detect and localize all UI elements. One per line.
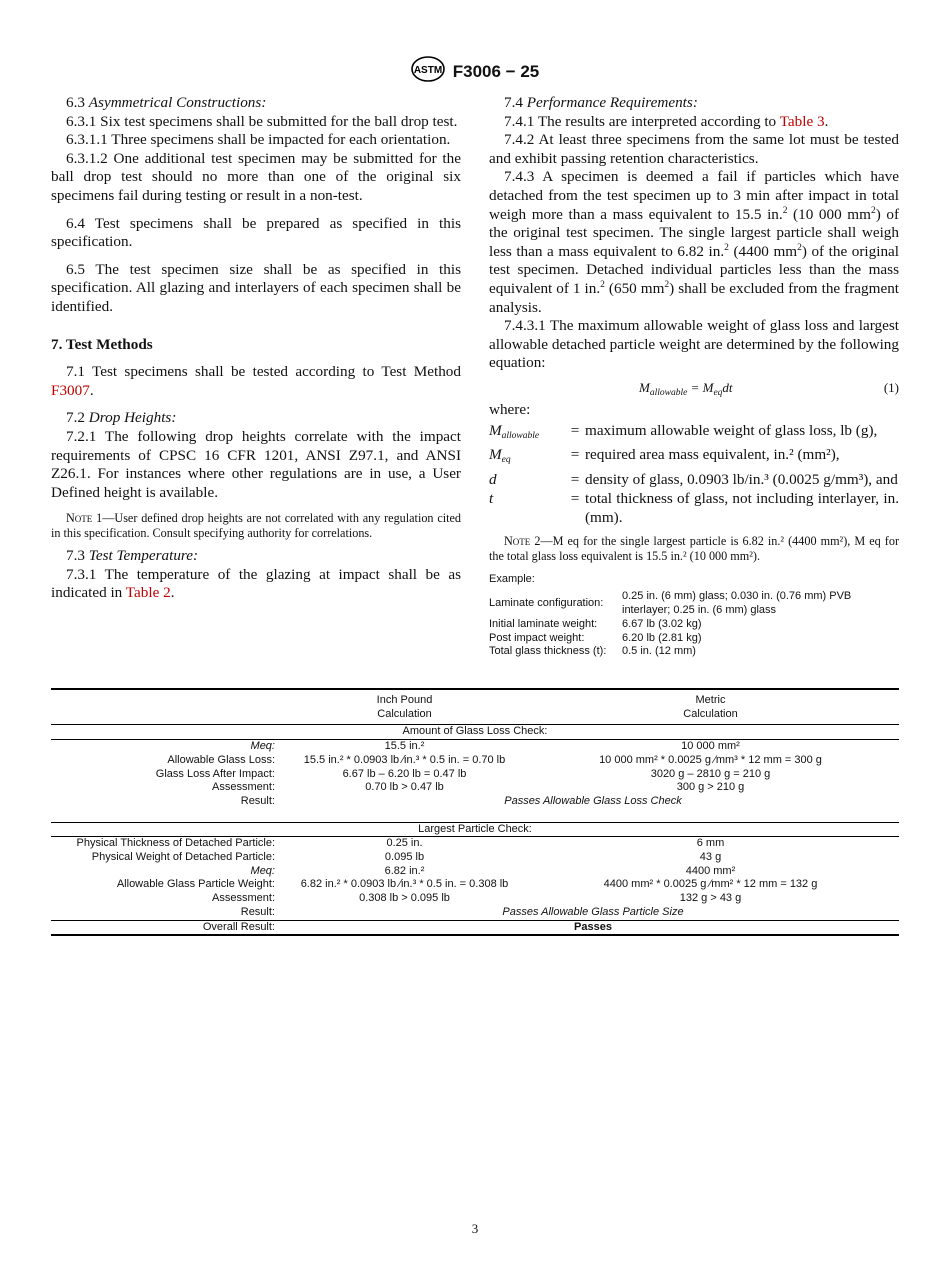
table-row: Glass Loss After Impact: 6.67 lb – 6.20 lb = 0.47 lb 3020 g – 2810 g = 210 g <box>155 767 771 780</box>
table-row: Meq: 15.5 in.² 10 000 mm² <box>250 740 740 753</box>
section-7-4-heading: 7.4 Performance Requirements: <box>504 94 698 111</box>
variable-definitions: $M_{allowable}$ = maximum allowable weight of glass loss, lb (g), $M_{eq}$ = required area mass equivalent, in.² (mm²), d = density of glass, 0.0903 lb/in.³ (0.0025 g/mm³), and t = total thickness of glass, not including interlayer, in. (mm). <box>489 421 899 526</box>
result-row: Result: Passes Allowable Glass Loss Check <box>240 794 682 807</box>
note-1: Note 1—User defined drop heights are not correlated with any regulation cited in this specification. Consult specifying authority for correlations. <box>51 511 462 541</box>
table-row: Allowable Glass Particle Weight: 6.82 in.² * 0.0903 lb ⁄in.³ * 0.5 in. = 0.308 lb 4400 mm² * 0.0025 g ⁄mm² * 12 mm = 132 g <box>116 878 818 891</box>
astm-logo-icon <box>411 56 445 87</box>
para-6-3-1: 6.3.1 Six test specimens shall be submitted for the ball drop test. <box>66 112 458 130</box>
table-row: Physical Weight of Detached Particle: 0.095 lb 43 g <box>91 851 722 864</box>
table-row: Assessment: 0.308 lb > 0.095 lb 132 g > 43 g <box>212 892 742 905</box>
para-7-4-3: 7.4.3 A specimen is deemed a fail if particles which have detached from the test specimen up to 3 min after impact in total weigh more than a mass equivalent to 15.5 in.$^2$ (10 000 $mm^2$) of the original test specimen. The single largest particle shall weigh less than a mass equivalent to 6.82 in.$^2$ (4400 $mm^2$) of the original test specimen. Detached individual particles less than the mass equivalent of 1 in.$^2$ (650 $mm^2$) shall be excluded from the fragment analysis. <box>489 168 900 316</box>
para-7-2-1: 7.2.1 The following drop heights correlate with the impact requirements of CPSC 16 CFR 1201, ANSI Z97.1, and ANSI Z26.1. For instances where other regulations are in use, a User Defined height is available. <box>51 427 461 501</box>
section-6-3-heading: 6.3 Asymmetrical Constructions: <box>66 94 267 111</box>
where-label: where: <box>489 400 531 418</box>
overall-result-row: Overall Result: Passes <box>51 920 899 935</box>
example-label: Example: <box>489 573 535 586</box>
standard-code: F3006 − 25 <box>452 61 540 81</box>
para-7-4-3-1: 7.4.3.1 The maximum allowable weight of glass loss and largest allowable detached particle weight are determined by the following equation: <box>489 317 899 372</box>
table-row: Meq: 6.82 in.² 4400 mm² <box>250 864 736 877</box>
section-7-2-heading: 7.2 Drop Heights: <box>66 409 177 427</box>
section-7-heading: 7. Test Methods <box>51 335 153 353</box>
calculation-table <box>51 688 899 936</box>
para-7-1: 7.1 Test specimens shall be tested according to Test Method F3007. <box>51 363 461 399</box>
section-glass-loss-check: Amount of Glass Loss Check: <box>51 724 899 740</box>
table-row: Assessment: 0.70 lb > 0.47 lb 300 g > 210 g <box>212 781 745 794</box>
equation-1: $M_{allowable} = M_{eq}dt$ (1) <box>639 379 899 398</box>
para-6-3-1-1: 6.3.1.1 Three specimens shall be impacted for each orientation. <box>66 131 451 149</box>
right-column <box>489 94 899 659</box>
para-7-4-1: 7.4.1 The results are interpreted according to Table 3. <box>504 112 829 130</box>
left-column <box>51 94 461 603</box>
table-row: Allowable Glass Loss: 15.5 in.² * 0.0903 lb ⁄in.³ * 0.5 in. = 0.70 lb 10 000 mm² * 0.0025 g ⁄mm³ * 12 mm = 300 g <box>167 753 822 766</box>
section-largest-particle-check: Largest Particle Check: <box>51 822 899 838</box>
para-6-5: 6.5 The test specimen size shall be as specified in this specification. All glazing and interlayers of each specimen shall be identified. <box>51 260 461 315</box>
equation-number: (1) <box>883 379 899 395</box>
section-7-3-heading: 7.3 Test Temperature: <box>66 547 199 565</box>
para-6-3-1-2: 6.3.1.2 One additional test specimen may be submitted for the ball drop test should no more than one of the original six specimens fail during testing or result in a non-test. <box>51 149 461 204</box>
svg-text:ASTM: ASTM <box>413 65 442 76</box>
para-7-3-1: 7.3.1 The temperature of the glazing at impact shall be as indicated in Table 2. <box>51 565 461 602</box>
table-row: Physical Thickness of Detached Particle: 0.25 in. 6 mm <box>76 837 725 850</box>
link-f3007[interactable]: F3007 <box>51 381 90 399</box>
note-2: Note 2—M eq for the single largest particle is 6.82 in.² (4400 mm²), M eq for the total glass loss equivalent is 15.5 in.² (10 000 mm²). <box>489 534 900 564</box>
page-number: 3 <box>471 1221 479 1236</box>
table-header-row: Inch Pound Calculation Metric Calculation <box>376 694 738 720</box>
link-table-2[interactable]: Table 2 <box>125 584 171 602</box>
link-table-3[interactable]: Table 3 <box>779 112 825 130</box>
example-table: Laminate configuration: 0.25 in. (6 mm) glass; 0.030 in. (0.76 mm) PVB interlayer; 0.25 in. (6 mm) glass Initial laminate weight: 6.67 lb (3.02 kg) Post impact weight: 6.20 lb (2.81 kg) Total glass thickness (t): 0.5 in. (12 mm) <box>489 590 852 658</box>
para-7-4-2: 7.4.2 At least three specimens from the same lot must be tested and exhibit passing retention characteristics. <box>489 131 899 167</box>
para-6-4: 6.4 Test specimens shall be prepared as specified in this specification. <box>51 214 461 251</box>
page-header <box>0 56 950 87</box>
result-row: Result: Passes Allowable Glass Particle Size <box>240 905 684 918</box>
